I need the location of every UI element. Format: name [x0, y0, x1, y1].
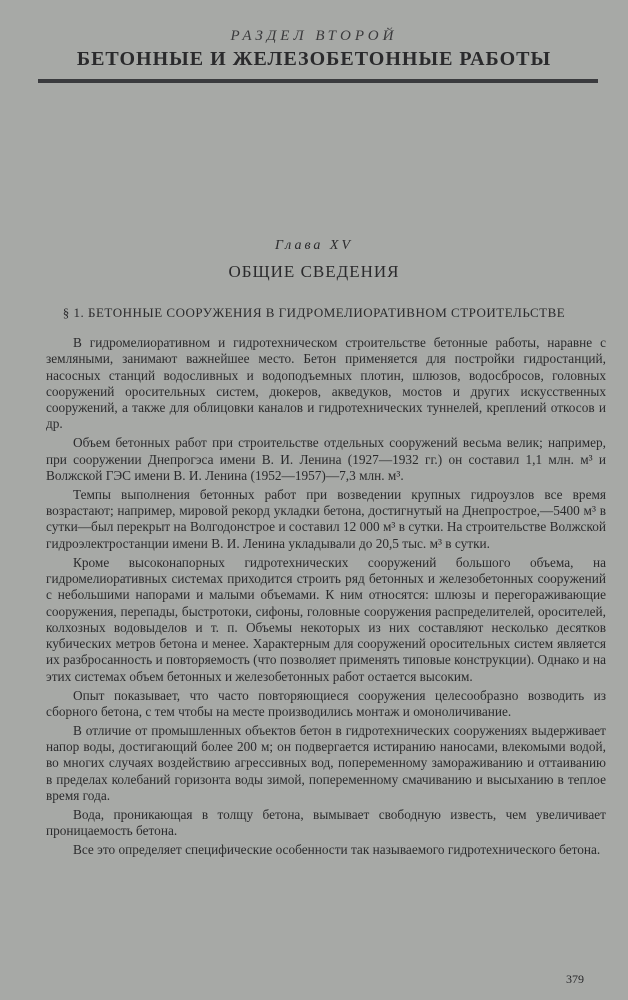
paragraph: Опыт показывает, что часто повторяющиеся сооружения целесообразно возводить из сборного бетона, с тем чтобы на месте производились монтаж и омоноличивание. [46, 687, 606, 719]
paragraph: Темпы выполнения бетонных работ при возведении крупных гидроузлов все время возрастают; например, мировой рекорд укладки бетона, достигнутый на Днепрострое,—5400 м³ в сутки—был перекрыт на Волгодонстрое и составил 12 000 м³ в сутки. На строительстве Волжской гидроэлектростанции имени В. И. Ленина укладывали до 20,5 тыс. м³ в сутки. [46, 486, 606, 551]
chapter-label: Глава XV [274, 238, 354, 253]
body-text [46, 335, 606, 861]
paragraph: Кроме высоконапорных гидротехнических сооружений большого объема, на гидромелиоративных системах приходится строить ряд бетонных и железобетонных сооружений с небольшими напорами и малыми объемами. К ним относятся: шлюзы и перегораживающие сооружения, перепады, быстротоки, сифоны, головные сооружения распределителей, оросителей, колхозных водовыделов и т. п. Объемы некоторых из них составляют несколько десятков кубических метров бетона и менее. Характерным для сооружений оросительных систем является их разбросанность и повторяемость (что позволяет применять типовые конструкции). Однако и на этих системах объем бетонных и железобетонных работ остается высоким. [46, 554, 606, 684]
header-rule [38, 79, 598, 83]
page-number: 379 [566, 972, 584, 986]
paragraph: В гидромелиоративном и гидротехническом строительстве бетонные работы, наравне с земляными, занимают важнейшее место. Бетон применяется для постройки гидростанций, насосных станций водосливных и водоподъемных плотин, шлюзов, водосбросов, головных сооружений оросительных систем, дюкеров, акведуков, мостов и других искусственных сооружений, а также для облицовки каналов и гидротехнических туннелей, креплений откосов и др. [46, 335, 606, 432]
paragraph-heading: § 1. БЕТОННЫЕ СООРУЖЕНИЯ В ГИДРОМЕЛИОРАТИВНОМ СТРОИТЕЛЬСТВЕ [62, 305, 566, 320]
section-title: БЕТОННЫЕ И ЖЕЛЕЗОБЕТОННЫЕ РАБОТЫ [76, 48, 552, 70]
paragraph: Вода, проникающая в толщу бетона, вымывает свободную известь, чем увеличивает проницаемость бетона. [46, 806, 606, 839]
section-label: РАЗДЕЛ ВТОРОЙ [230, 28, 398, 44]
paragraph: Объем бетонных работ при строительстве отдельных сооружений весьма велик; например, при сооружении Днепрогэса имени В. И. Ленина (1927—1932 гг.) он составил 1,1 млн. м³ и Волжской ГЭС имени В. И. Ленина (1952—1957)—7,3 млн. м³. [46, 435, 606, 483]
paragraph: В отличие от промышленных объектов бетон в гидротехнических сооружениях выдерживает напор воды, достигающий более 200 м; он подвергается истиранию наносами, влекомыми водой, во многих случаях воздействию агрессивных вод, попеременному замораживанию и оттаиванию в пределах колебаний горизонта воды зимой, попеременному смачиванию и высыханию в теплое время года. [46, 722, 606, 803]
chapter-title: ОБЩИЕ СВЕДЕНИЯ [228, 262, 400, 281]
paragraph: Все это определяет специфические особенности так называемого гидротехнического бетона. [73, 842, 601, 858]
